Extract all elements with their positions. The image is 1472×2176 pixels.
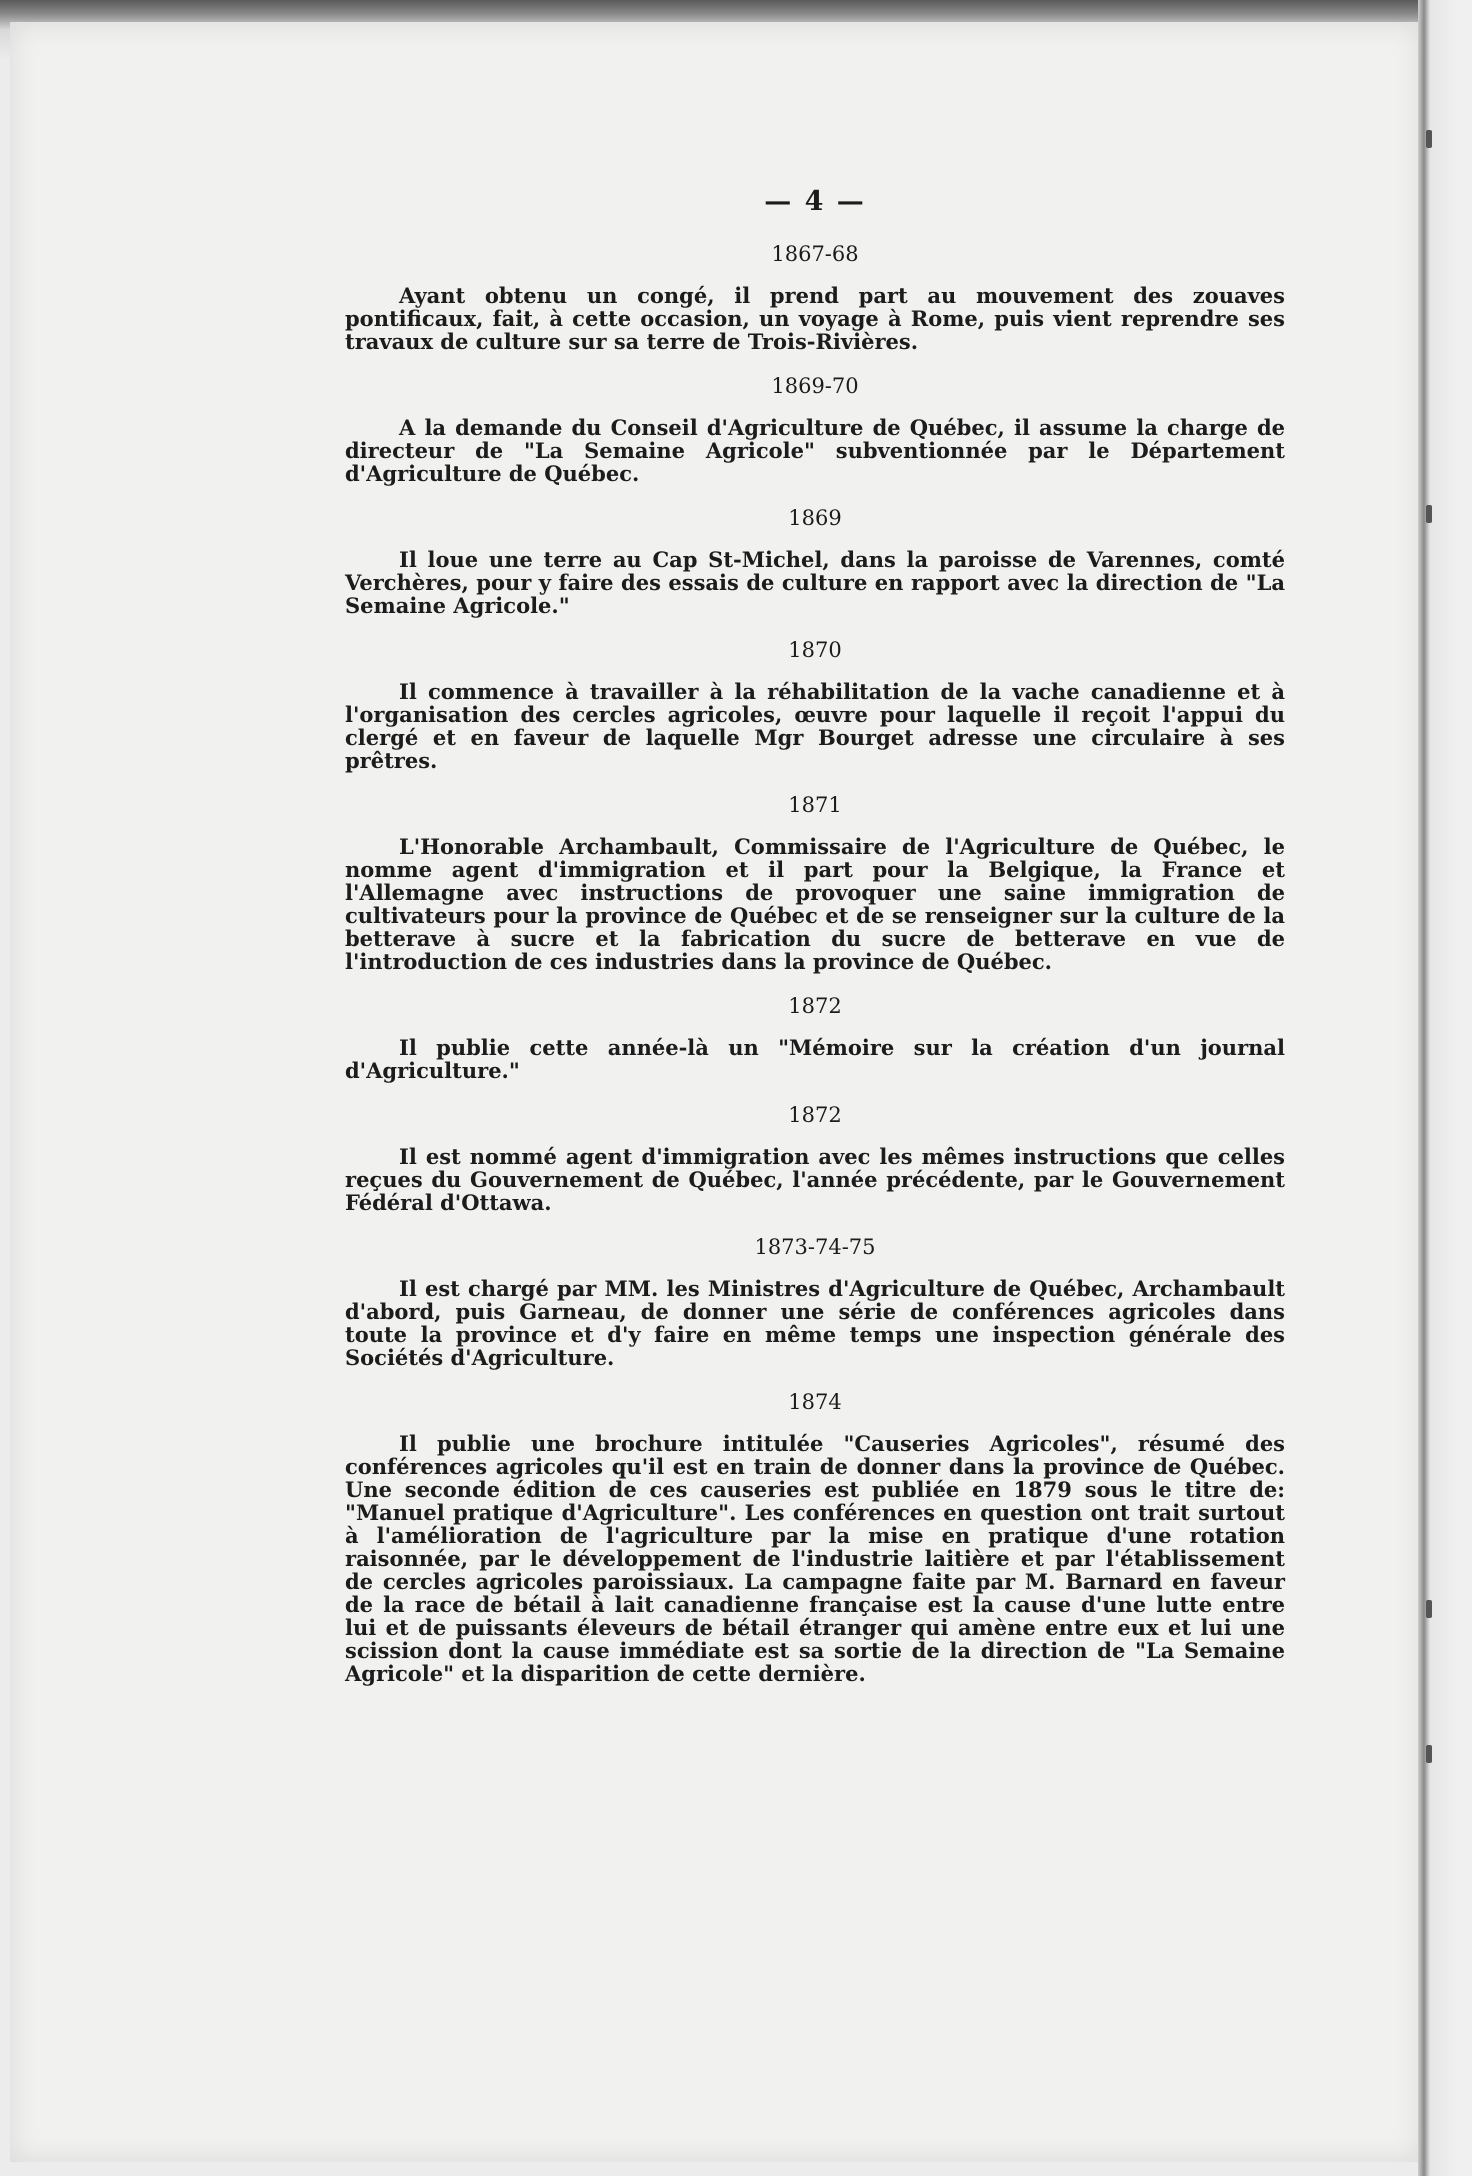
binding-mark bbox=[1426, 505, 1432, 523]
entry-year: 1869-70 bbox=[771, 374, 859, 398]
entry-year: 1873-74-75 bbox=[754, 1235, 876, 1259]
entry-year: 1870 bbox=[788, 638, 842, 662]
page-content bbox=[345, 186, 1285, 1707]
entry-text: Ayant obtenu un congé, il prend part au mouvement des zouaves pontificaux, fait, à cette occasion, un voyage à Rome, puis vient reprendre ses travaux de culture sur sa terre de Trois-Rivières. bbox=[345, 283, 1285, 354]
entry-text: L'Honorable Archambault, Commissaire de l'Agriculture de Québec, le nomme agent d'immigration et il part pour la Belgique, la France et l'Allemagne avec instructions de provoquer une saine immigration de cultivateurs pour la province de Québec et de se renseigner sur la culture de la betterave à sucre et la fabrication du sucre de betterave en vue de l'introduction de ces industries dans la province de Québec. bbox=[345, 834, 1285, 974]
entry-text: A la demande du Conseil d'Agriculture de Québec, il assume la charge de directeur de "La Semaine Agricole" subventionnée par le Département d'Agriculture de Québec. bbox=[345, 415, 1285, 486]
entry-year: 1867-68 bbox=[771, 242, 859, 266]
entry-text: Il publie une brochure intitulée "Causeries Agricoles", résumé des conférences agricoles qu'il est en train de donner dans la province de Québec. Une seconde édition de ces causeries est publiée en 1879 sous le titre de: "Manuel pratique d'Agriculture". Les conférences en question ont trait surtout à l'amélioration de l'agriculture par la mise en pratique d'une rotation raisonnée, par le développement de l'industrie laitière et par l'établissement de cercles agricoles paroissiaux. La campagne faite par M. Barnard en faveur de la race de bétail à lait canadienne française est la cause d'une lutte entre lui et de puissants éleveurs de bétail étranger qui amène entre eux et lui une scission dont la cause immédiate est sa sortie de la direction de "La Semaine Agricole" et la disparition de cette dernière. bbox=[345, 1431, 1285, 1686]
entry-year: 1872 bbox=[788, 1103, 842, 1127]
page-number: — 4 — bbox=[764, 186, 866, 217]
binding-mark bbox=[1426, 1745, 1432, 1763]
entry-year: 1871 bbox=[788, 793, 842, 817]
entry-year: 1869 bbox=[788, 506, 842, 530]
binding-mark bbox=[1426, 1600, 1432, 1618]
entry-text: Il est chargé par MM. les Ministres d'Agriculture de Québec, Archambault d'abord, puis Garneau, de donner une série de conférences agricoles dans toute la province et d'y faire en même temps une inspection générale des Sociétés d'Agriculture. bbox=[345, 1276, 1285, 1370]
entry-year: 1872 bbox=[788, 994, 842, 1018]
entry-text: Il est nommé agent d'immigration avec les mêmes instructions que celles reçues du Gouvernement de Québec, l'année précédente, par le Gouvernement Fédéral d'Ottawa. bbox=[345, 1144, 1285, 1215]
entry-year: 1874 bbox=[788, 1390, 842, 1414]
binding-edge bbox=[1418, 0, 1472, 2176]
entry-text: Il publie cette année-là un "Mémoire sur la création d'un journal d'Agriculture." bbox=[345, 1035, 1285, 1083]
entry-text: Il loue une terre au Cap St-Michel, dans la paroisse de Varennes, comté Verchères, pour y faire des essais de culture en rapport avec la direction de "La Semaine Agricole." bbox=[345, 547, 1285, 618]
entry-text: Il commence à travailler à la réhabilitation de la vache canadienne et à l'organisation des cercles agricoles, œuvre pour laquelle il reçoit l'appui du clergé et en faveur de laquelle Mgr Bourget adresse une circulaire à ses prêtres. bbox=[345, 679, 1285, 773]
binding-mark bbox=[1426, 130, 1432, 148]
